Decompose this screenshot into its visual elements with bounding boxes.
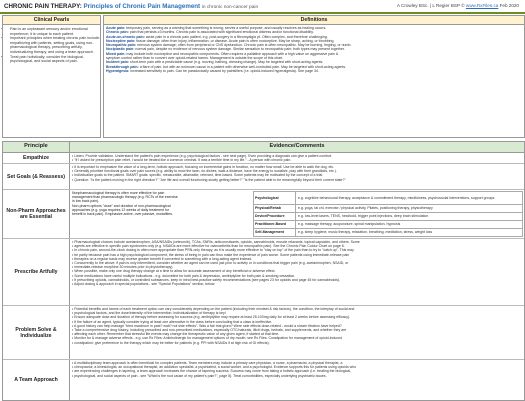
clinical-pearls-list — [3, 27, 100, 64]
evidence-line: • When possible, make only one drug therapy change at a time to allow for accurate assessment of any beneficial or adverse effect. — [72, 269, 276, 274]
evidence-line: • Some medications have useful multiple indications - e.g. duloxetine for both pain & depression, amitriptyline for both pain & smoking cessation. — [72, 273, 296, 278]
row-evidence — [72, 240, 520, 286]
nonpharm-examples: e.g. yoga, tai chi, exercise / physical activity, Pilates, positioning therapy, physiotherapy — [298, 206, 433, 210]
definition-text: a flare of pain, but with an unknown cause in a patient with otherwise well-controlled pain. May be targeted with short-acting agents. — [138, 64, 347, 69]
pearl-item: • Pain is an unpleasant sensory and/or emotional experience; it is unique to each patient. — [10, 27, 100, 36]
clinical-pearls-box — [2, 15, 101, 138]
principle-label: Empathize — [23, 155, 49, 161]
evidence-line: Nonpharmacological therapy is often more effective for pain — [72, 191, 165, 195]
principles-table — [2, 141, 525, 401]
table-header — [3, 142, 524, 153]
principle-label: Non-Pharm Approaches are Essential — [6, 208, 66, 220]
nonpharm-examples: e.g. massage therapy, acupuncture, spinal manipulation, hypnosis — [298, 222, 401, 226]
definition-text: nervous system damage; often from peripheral or CNS dysfunction. Chronic pain is often neuropathic. May be burning, tingling, or numb. — [136, 43, 352, 48]
definition-term: Incident pain: — [106, 60, 130, 65]
evidence-line: • Ensure adequate dose and duration of therapy before assessing for success (e.g. amitriptyline may require at least 25-100mg daily for at least 2 weeks before assessing efficacy). — [72, 315, 351, 320]
evidence-line: • Pharmacological choices include acetaminophen, ASA/NSAIDs (celecoxib), TCAs, SNRIs, anticonvulsants, opioids, cannabinoids, muscle relaxants, topical capsaicin, and others. Some — [72, 240, 360, 244]
pearl-item: • Important principles when treating chronic pain include: empathizing with patients, setting goals, using non-pharmacological therapy, prescribing artfully, individualizing therapy, and using a team approach. — [10, 36, 100, 54]
definition-term: Acute pain: — [106, 26, 126, 30]
nonpharm-examples: e.g. cognitive behavioural therapy, acceptance & commitment therapy, mindfulness, psychosocial interventions, support groups — [298, 196, 495, 200]
definition-text: short-term pain with a predictable cause (e.g. moving, bathing, dressing change). May be targeted with short-acting agents. — [129, 60, 324, 65]
row-evidence — [72, 154, 520, 162]
definition-term: Hyperalgesia: — [106, 68, 130, 73]
nonpharm-grid-row — [254, 192, 522, 205]
definition-term: Chronic pain: — [106, 30, 129, 35]
evidence-line: management than pharmacologic therapy (e.g. RCTs of the exercise — [72, 195, 178, 200]
nonpharm-grid-row — [254, 205, 522, 213]
author-credits: A Crowley BSc. | L Regier BSP © www.RxFiles.ca Feb 2020 — [396, 3, 519, 8]
principle-label: Set Goals (& Reassess) — [7, 173, 65, 180]
evidence-line: • A multidisciplinary team approach is often beneficial for complex patients. Team members may include a primary care physician, a nurse, a pharmacist, a physical therapist, a — [72, 361, 343, 365]
author-2-cred: BSP — [450, 3, 460, 8]
nonpharm-text — [72, 191, 250, 216]
table-row — [3, 153, 524, 164]
definition-text: may include both nociceptive and neuropathic components. Often requires a palliative approach with a high value on aggressive pain & — [125, 51, 339, 56]
evidence-line: • Take a comprehensive drug history, including prescribed and non-prescribed medications, especially OTC/naturals, illicit drugs, herbals, and supplements, and whether they are — [72, 328, 347, 333]
row-evidence — [72, 361, 520, 378]
evidence-line: Non-pharm options "dose" and duration of non-pharmacological — [72, 203, 171, 208]
page-title — [4, 3, 258, 10]
table-row — [3, 239, 524, 306]
nonpharm-examples: e.g. sleep hygiene, music therapy, relaxation, breathing, meditation, stress, weight loss — [298, 230, 433, 234]
evidence-line: • affecting each other. Remember that stressful life events may change the therapeutic value of any given agent, if started at that time. — [72, 332, 280, 337]
principle-label: Problem Solve & Individualize — [15, 326, 57, 339]
evidence-line: • Adjust dosing & approach in special populations - see "Special Populations" section, below. — [72, 282, 216, 287]
page-header — [0, 0, 525, 14]
evidence-line: • psychological factors, and the dose/intensity of the intervention. Individualization of therapy is key! — [72, 311, 226, 316]
definition-term: Mixed pain: — [106, 51, 126, 56]
definition-term: Acute-on-chronic pain: — [106, 34, 145, 39]
definitions-list — [104, 25, 524, 74]
table-row — [3, 164, 524, 190]
evidence-line: • "If I asked for prescription pain relief, I would be treated like a common criminal. It was a terrible time in my life." - A person with chronic pain. — [72, 158, 292, 163]
evidence-line: • It is important to emphasize the value of a long-term, holistic approach, focusing on incremental gains in function, no matter how small. Use be able to walk the dog, etc. — [72, 165, 335, 169]
evidence-line: • Listen. Provide validation. Understand the patient's pain experience (e.g. psychological factors - see next page). Even providing a diagnosis can give a patient comfort. — [72, 154, 333, 158]
nonpharm-category: Self-Management — [254, 229, 296, 236]
definition-text: temporary pain, serving as a warning that something is wrong; serves a useful purpose, and usually resolves as healing occurs. — [125, 26, 327, 30]
definition-term: Neuropathic pain: — [106, 43, 137, 48]
definitions-box — [103, 15, 525, 138]
table-row — [3, 306, 524, 360]
evidence-line: • Potential benefits and harms of each treatment option can vary considerably depending on the patient (including their mindset & risk factors), the condition, the interplay of social and — [72, 307, 355, 311]
author-2: | L Regier — [429, 3, 450, 8]
evidence-line: • Question: "Is the patient moving in the right direction?" "Are life and overall functioning slowly getting better?" "Is the patient able to be meaningfully beyond their current state?" — [72, 177, 346, 182]
definition-term: Breakthrough pain: — [106, 64, 139, 69]
evidence-line: • constipation; give preference to the therapy which may be better for patients (e.g. PPI with NSAIDs if at high risk of GI effects). — [72, 340, 270, 345]
nonpharm-grid — [253, 191, 523, 237]
evidence-line: • agents are effective in specific pain syndromes only (e.g. NSAIDs are more effective for osteoarthritis than for neuropathic pain). See the Chronic Pain Colour Chart on page 6. — [72, 244, 345, 249]
evidence-line: • Monitor for & manage adverse effects - e.g. use Rx Files: Anticholinergic for management options of dry mouth; see Rx Files: Constipation for management of opioid-induced — [72, 336, 343, 341]
evidence-line: • therapies on a regular basis may receive greater benefit if converted to something with a long-acting agent instead. — [72, 256, 253, 261]
principle-label: A Team Approach — [14, 377, 58, 383]
row-evidence — [72, 165, 520, 182]
title-sub: Principles of Chronic Pain Management — [83, 3, 201, 10]
nonpharm-category: Psychological — [254, 192, 296, 204]
principle-label: Prescribe Artfully — [14, 269, 58, 275]
author-1: A Crowley — [396, 3, 418, 8]
title-small: in chronic non-cancer pain — [201, 5, 259, 10]
evidence-line: • immediate-release morphine 30 minutes prior to physiotherapy). — [72, 265, 174, 270]
definition-term: Nociceptive pain: — [106, 38, 136, 43]
definition-text: pain that persists ≥3 months. Chronic pain is associated with significant emotional distress and/or functional disability. — [128, 30, 314, 35]
evidence-line: • In chronic pain, around-the-clock dosing is often more appropriate than PRN-only therapy, as it is usually more effective to "stay on top" of the pain than to try to "catch up". This may — [72, 248, 354, 253]
page-date: Feb 2020 — [499, 3, 519, 8]
evidence-line: approaches (e.g. yoga requires 12 weeks of daily treatment for — [72, 207, 170, 212]
evidence-line: • A good history can help manage "tried maximum in past? wait? not side effects". Was a fair trial given? Were side effects dose-related - would a slower titration have helped? — [72, 323, 342, 328]
header-divider — [0, 12, 525, 14]
definition-line — [106, 69, 522, 73]
definition-text: normal pain, despite no evidence of nervous system damage. Similar sensation to neuropathic pain; both types may present together. — [134, 47, 345, 52]
definition-text: symptom control rather than to convert over opioid-related harms. Management is outside the scope of this chart. — [106, 56, 284, 61]
definition-text: acute pain in a chronic pain patient, e.g. post-surgery in a fibromyalgia pt. Often complex, and therefore challenging. — [144, 34, 328, 39]
rxfiles-link[interactable]: www.RxFiles.ca — [465, 3, 499, 8]
nonpharm-grid-row — [254, 221, 522, 229]
row-evidence — [72, 307, 520, 345]
evidence-line: • Generally prioritize functional goals over pain scores (e.g. ability to mow the lawn, do dishes, walk a distance, have the energy to socialize, play with their grandkids, etc.). — [72, 169, 337, 174]
definition-term: Nociplastic pain: — [106, 47, 135, 52]
evidence-line: • be partly because pain has a high psychological component; the stress of being in pain can thus make the experience of pain worse. Some patients using immediate-release pain — [72, 252, 350, 257]
definitions-heading: Definitions — [104, 16, 524, 25]
table-row — [3, 190, 524, 239]
evidence-line: • If the failure of an agent, typically consider trying at least one alternative in the class before concluding that a class is ineffective. — [72, 319, 273, 324]
nonpharm-grid-row — [254, 229, 522, 236]
nonpharm-category: Physical/Rehab — [254, 205, 296, 212]
clinical-pearls-heading: Clinical Pearls — [3, 16, 100, 25]
definition-text: increased sensitivity to pain. Can be paradoxically caused by painkillers (i.e. opioid-induced hyperalgesia). See page 34. — [129, 68, 319, 73]
pearl-item: • Treat pain holistically; consider the biological, psychological, and social aspects of pain. — [10, 55, 100, 64]
nonpharm-category: Practitioner-Based — [254, 221, 296, 228]
evidence-line: benefit in back pain). Emphasize active, over passive, modalities. — [72, 212, 173, 217]
nonpharm-category: Device/Procedure — [254, 213, 296, 220]
col-principle-header: Principle — [24, 143, 48, 149]
title-main: CHRONIC PAIN THERAPY: — [4, 3, 82, 10]
nonpharm-grid-row — [254, 213, 522, 221]
evidence-line: • Concurrently to the above: if pain is only intermittent, consider whether an agent can be used just prior to activity or in conditions that trigger pain (e.g. acetaminophen, NSAID, or — [72, 261, 349, 266]
evidence-line: • psychological, and social aspects of pain - see "What is the root cause of my patient's pain?", page 5). Treat comorbidities, especially underlying psychiatric issues. — [72, 373, 327, 378]
evidence-line: • are experiencing challenges in tapering, a team approach increases the chance of tapering success. Success may come from taking a holistic approach (i.e. treating the biological, — [72, 369, 352, 374]
nonpharm-examples: e.g. low-level lasers, TENS, heat/cold, trigger point injections, deep brain stimulation — [298, 214, 429, 218]
col-evidence-header: Evidence/Comments — [269, 143, 325, 149]
evidence-line: • If prescribing opioids, cannabinoids, or controlled substances, keep in mind best-practice safety recommendations (see pages 23 for opioids and page 45 for cannabinoids). — [72, 277, 341, 282]
evidence-line: • chiropractor, a kinesiologist, an occupational therapist, an addiction specialist, a psychiatrist, a social worker, and a psychologist. Evidence supports this for patients using opioids who — [72, 365, 357, 370]
definition-text: tissue damage; often from injury, inflammation, or disease. Acute pain is often nociceptive. May be sharp, aching, or throbbing. — [135, 38, 335, 43]
evidence-line: in low back pain). — [72, 199, 100, 204]
evidence-line: • Individualize goals to the patient. SMART goals: specific, measurable, attainable, relevant, time-based. Some patients may be motivated by the concept of a trial. — [72, 173, 324, 178]
table-row — [3, 360, 524, 400]
author-1-cred: BSc. — [418, 3, 429, 8]
